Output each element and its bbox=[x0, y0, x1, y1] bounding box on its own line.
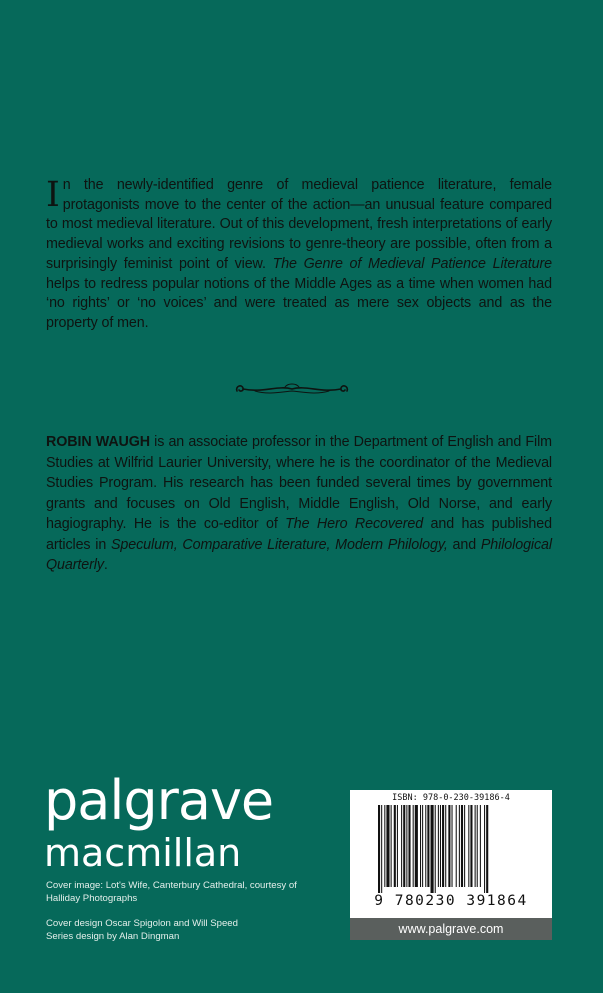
barcode-bar bbox=[435, 805, 436, 893]
barcode-bar bbox=[445, 805, 446, 887]
blurb-book-title: The Genre of Medieval Patience Literature bbox=[272, 255, 552, 272]
bio-book-title: The Hero Recovered bbox=[285, 516, 424, 532]
barcode-bar bbox=[484, 805, 485, 893]
barcode-bar bbox=[381, 805, 382, 893]
bio-text-2: and has published articles in bbox=[46, 516, 552, 553]
barcode-bar bbox=[448, 805, 450, 887]
publisher-website: www.palgrave.com bbox=[350, 918, 552, 940]
publisher-logo-macmillan: macmillan bbox=[44, 831, 242, 875]
bio-journal-last: Philological Quarterly bbox=[46, 536, 552, 573]
author-name: ROBIN WAUGH bbox=[46, 434, 151, 450]
barcode-bar bbox=[459, 805, 460, 887]
blurb-text-1: n the newly-identified genre of medieval patience literature, female protagonists move to the center of the action—an unusual feature compared to most medieval literature. Out of this development, fresh interpretations of early medieval works and exciting revisions to genre-theory are possible, often from a surprisingly feminist point of view. bbox=[46, 177, 552, 272]
barcode-bar bbox=[415, 805, 418, 887]
book-blurb bbox=[46, 176, 552, 334]
barcode-bar bbox=[420, 805, 421, 887]
barcode-bar bbox=[470, 805, 472, 887]
blurb-text-2: helps to redress popular notions of the Middle Ages as a time when women had ‘no rights’ or ‘no voices’ and were treated as mere sex objects and as the property of men. bbox=[46, 275, 552, 331]
barcode-bar bbox=[384, 805, 385, 887]
cover-design-credit: Cover design Oscar Spigolon and Will Speed bbox=[46, 918, 238, 929]
isbn-barcode bbox=[350, 790, 552, 940]
barcode-bar bbox=[391, 805, 392, 887]
barcode-bar bbox=[461, 805, 463, 887]
bio-text-1: is an associate professor in the Department of English and Film Studies at Wilfrid Laurier University, where he is the coordinator of the Medieval Studies Program. His research has been funded several times by government grants and focuses on Old English, Middle English, Old Norse, and early hagiography. He is the co-editor of bbox=[46, 434, 552, 532]
barcode-bar bbox=[480, 805, 481, 887]
barcode-bar bbox=[452, 805, 453, 887]
cover-image-credit: Cover image: Lot's Wife, Canterbury Cathedral, courtesy of Halliday Photographs bbox=[46, 880, 297, 904]
barcode-bar bbox=[401, 805, 402, 887]
design-credits bbox=[46, 918, 238, 943]
barcode-bar bbox=[427, 805, 429, 887]
barcode-bar bbox=[378, 805, 380, 893]
barcode-bar bbox=[440, 805, 441, 887]
drop-cap: I bbox=[46, 175, 60, 215]
barcode-bar bbox=[486, 805, 488, 893]
barcode-bar bbox=[408, 805, 410, 887]
author-bio bbox=[46, 432, 552, 576]
barcode-bar bbox=[413, 805, 414, 887]
bio-text-4: . bbox=[103, 557, 108, 573]
bio-journals: Speculum, Comparative Literature, Modern Philology, bbox=[110, 536, 448, 553]
barcode-bar bbox=[397, 805, 398, 887]
barcode-bar bbox=[464, 805, 465, 887]
barcode-bar bbox=[431, 805, 434, 893]
publisher-logo-palgrave: palgrave bbox=[44, 769, 274, 832]
barcode-bar bbox=[386, 805, 389, 887]
barcode-bar bbox=[403, 805, 405, 887]
barcode-bar bbox=[468, 805, 469, 887]
isbn-label: ISBN: 978-0-230-39186-4 bbox=[392, 793, 510, 803]
barcode-bar bbox=[456, 805, 457, 887]
barcode-panel bbox=[350, 790, 552, 918]
barcode-bar bbox=[394, 805, 396, 887]
barcode-icon bbox=[378, 805, 526, 895]
bio-text-3: and bbox=[447, 536, 481, 553]
barcode-bar bbox=[422, 805, 423, 887]
barcode-bar bbox=[475, 805, 476, 887]
barcode-bar bbox=[477, 805, 478, 887]
barcode-bar bbox=[425, 805, 426, 887]
flourish-divider-icon bbox=[233, 380, 351, 398]
series-design-credit: Series design by Alan Dingman bbox=[46, 930, 180, 942]
barcode-bar bbox=[442, 805, 444, 887]
barcode-bar bbox=[406, 805, 407, 887]
barcode-bar bbox=[438, 805, 439, 887]
barcode-digits: 9 780230 391864 bbox=[374, 893, 528, 909]
